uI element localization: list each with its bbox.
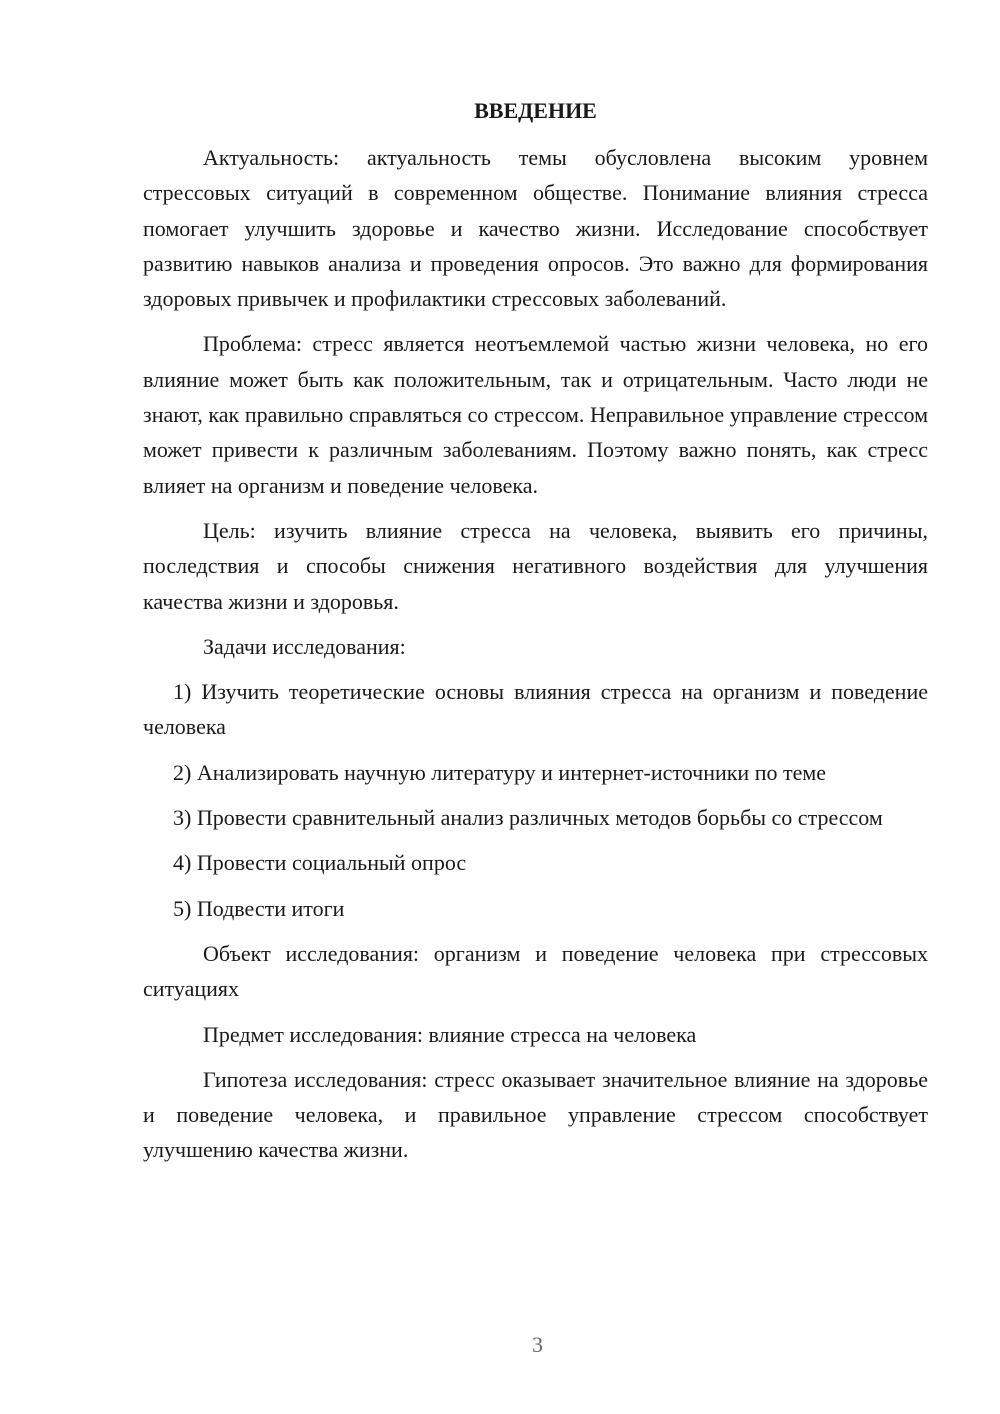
paragraph-problem: Проблема: стресс является неотъемлемой частью жизни человека, но его влияние может быть как положительным, так и отрицательным. Часто люди не знают, как правильно справляться со стрессом. Неправильное управление стрессом может привести к различным заболеваниям. Поэтому важно понять, как стресс влияет на организм и поведение человека. [143, 331, 928, 498]
paragraph-subject: Предмет исследования: влияние стресса на человека [203, 1021, 697, 1047]
paragraph-relevance: Актуальность: актуальность темы обусловлена высоким уровнем стрессовых ситуаций в современном обществе. Понимание влияния стресса помогает улучшить здоровье и качество жизни. Исследование способствует развитию навыков анализа и проведения опросов. Это важно для формирования здоровых привычек и профилактики стрессовых заболеваний. [143, 145, 928, 312]
paragraph-object: Объект исследования: организм и поведение человека при стрессовых ситуациях [143, 940, 928, 1002]
list-item: 4) Провести социальный опрос [173, 850, 467, 876]
list-item: 1) Изучить теоретические основы влияния стресса на организм и поведение человека [143, 679, 928, 740]
tasks-list [143, 674, 928, 926]
list-item: 5) Подвести итоги [173, 895, 345, 921]
page-number: 3 [532, 1332, 543, 1357]
list-item: 2) Анализировать научную литературу и интернет-источники по теме [173, 759, 827, 785]
list-item: 3) Провести сравнительный анализ различных методов борьбы со стрессом [173, 805, 883, 831]
paragraph-goal: Цель: изучить влияние стресса на человека, выявить его причины, последствия и способы снижения негативного воздействия для улучшения качества жизни и здоровья. [143, 517, 928, 614]
section-title: ВВЕДЕНИЕ [474, 98, 597, 123]
tasks-heading: Задачи исследования: [203, 633, 406, 659]
paragraph-hypothesis: Гипотеза исследования: стресс оказывает значительное влияние на здоровье и поведение человека, и правильное управление стрессом способствует улучшению качества жизни. [143, 1066, 928, 1163]
document-page [143, 94, 928, 1178]
